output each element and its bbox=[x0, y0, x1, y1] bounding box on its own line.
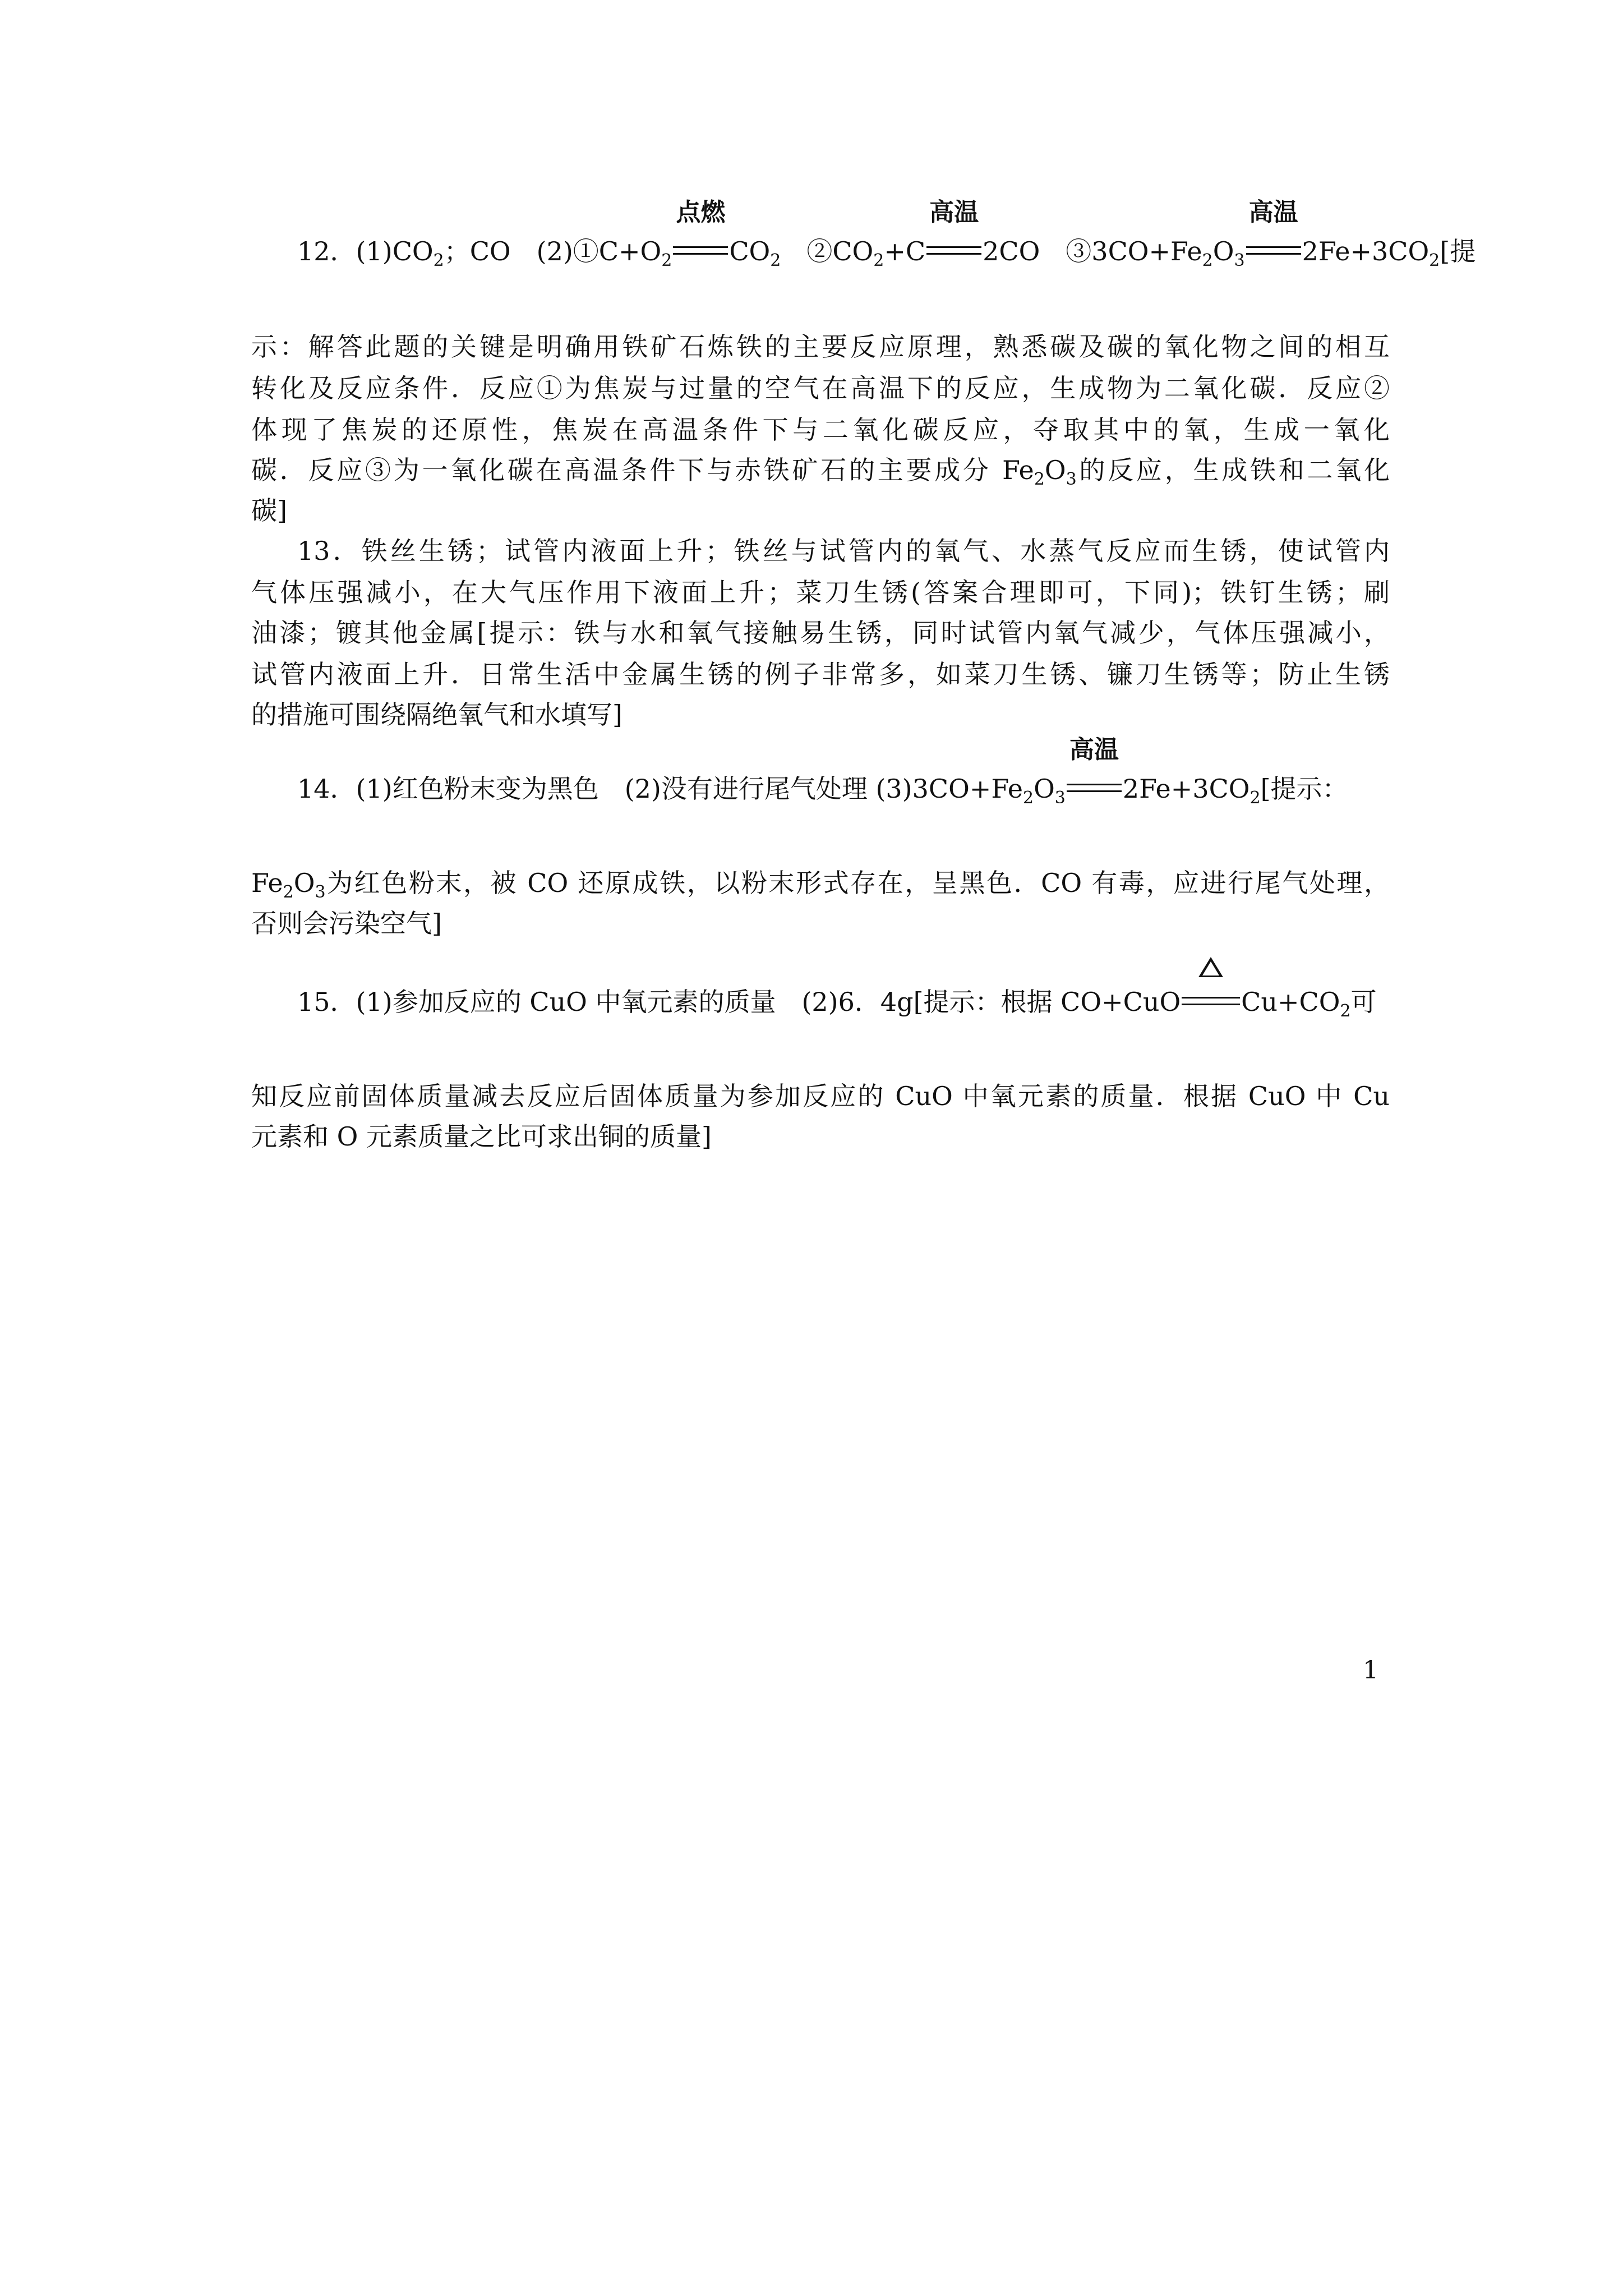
answer-15-line-3: 元素和 O 元素质量之比可求出铜的质量] bbox=[251, 1121, 712, 1152]
answer-13-line-5: 的措施可围绕隔绝氧气和水填写] bbox=[251, 700, 623, 730]
answer-12-line-6: 碳] bbox=[251, 495, 287, 526]
answer-12-line-3: 转化及反应条件．反应①为焦炭与过量的空气在高温下的反应，生成物为二氧化碳．反应② bbox=[251, 373, 1390, 403]
equals-sign bbox=[926, 246, 981, 255]
answer-14-line-3: 否则会污染空气] bbox=[251, 908, 442, 938]
reaction-condition-ignite: 点燃 bbox=[673, 234, 728, 268]
equals-sign bbox=[1067, 784, 1122, 792]
reaction-condition-heat bbox=[1182, 985, 1240, 1019]
reaction-condition-high-temp: 高温 bbox=[926, 234, 981, 268]
answer-14-line-2: $Fe_2O_3$为红色粉末，被 CO 还原成铁，以粉末形式存在，呈黑色．CO 有毒，应进行尾气处理， bbox=[251, 868, 1390, 902]
answer-12-line-1: 12．$(1)CO_2$；CO $(2)①C+O_2$ 点燃 $CO_2$ $②CO_2+C$ 高温 2CO $③3CO+Fe_2O_3$ 高温 $2Fe+3CO_2$[提 bbox=[297, 198, 1476, 270]
reaction-condition-high-temp: 高温 bbox=[1067, 772, 1122, 806]
equals-sign bbox=[1182, 997, 1240, 1005]
equals-sign bbox=[673, 246, 728, 255]
answer-13-line-2: 气体压强减小，在大气压作用下液面上升；菜刀生锈(答案合理即可，下同)；铁钉生锈；刷 bbox=[251, 577, 1390, 608]
answer-13-line-4: 试管内液面上升．日常生活中金属生锈的例子非常多，如菜刀生锈、镰刀生锈等；防止生锈 bbox=[251, 659, 1390, 689]
answer-12-line-2: 示：解答此题的关键是明确用铁矿石炼铁的主要反应原理，熟悉碳及碳的氧化物之间的相互 bbox=[251, 332, 1390, 362]
answer-15-line-2: 知反应前固体质量减去反应后固体质量为参加反应的 CuO 中氧元素的质量．根据 CuO 中 Cu bbox=[251, 1081, 1390, 1111]
page-number: 1 bbox=[1363, 1656, 1378, 1685]
answer-14-line-1: 14．(1)红色粉末变为黑色 (2)没有进行尾气处理 $(3)3CO+Fe_2O_3$ 高温 $2Fe+3CO_2$[提示： bbox=[297, 735, 1348, 808]
answer-13-line-1: 13．铁丝生锈；试管内液面上升；铁丝与试管内的氧气、水蒸气反应而生锈，使试管内 bbox=[297, 536, 1390, 566]
answer-12-line-5: 碳．反应③为一氧化碳在高温条件下与赤铁矿石的主要成分 $Fe_2O_3$的反应，生成铁和二氧化 bbox=[251, 455, 1390, 489]
answer-12-line-4: 体现了焦炭的还原性，焦炭在高温条件下与二氧化碳反应，夺取其中的氧，生成一氧化 bbox=[251, 415, 1390, 445]
answer-13-line-3: 油漆；镀其他金属[提示：铁与水和氧气接触易生锈，同时试管内氧气减少，气体压强减小， bbox=[251, 618, 1390, 648]
reaction-condition-high-temp: 高温 bbox=[1246, 234, 1301, 268]
equals-sign bbox=[1246, 246, 1301, 255]
heat-triangle-icon bbox=[1198, 957, 1223, 977]
answer-15-line-1: 15．(1)参加反应的 CuO 中氧元素的质量 (2)6．4g[提示：根据 CO+CuO $Cu+CO_2$可 bbox=[297, 985, 1390, 1019]
